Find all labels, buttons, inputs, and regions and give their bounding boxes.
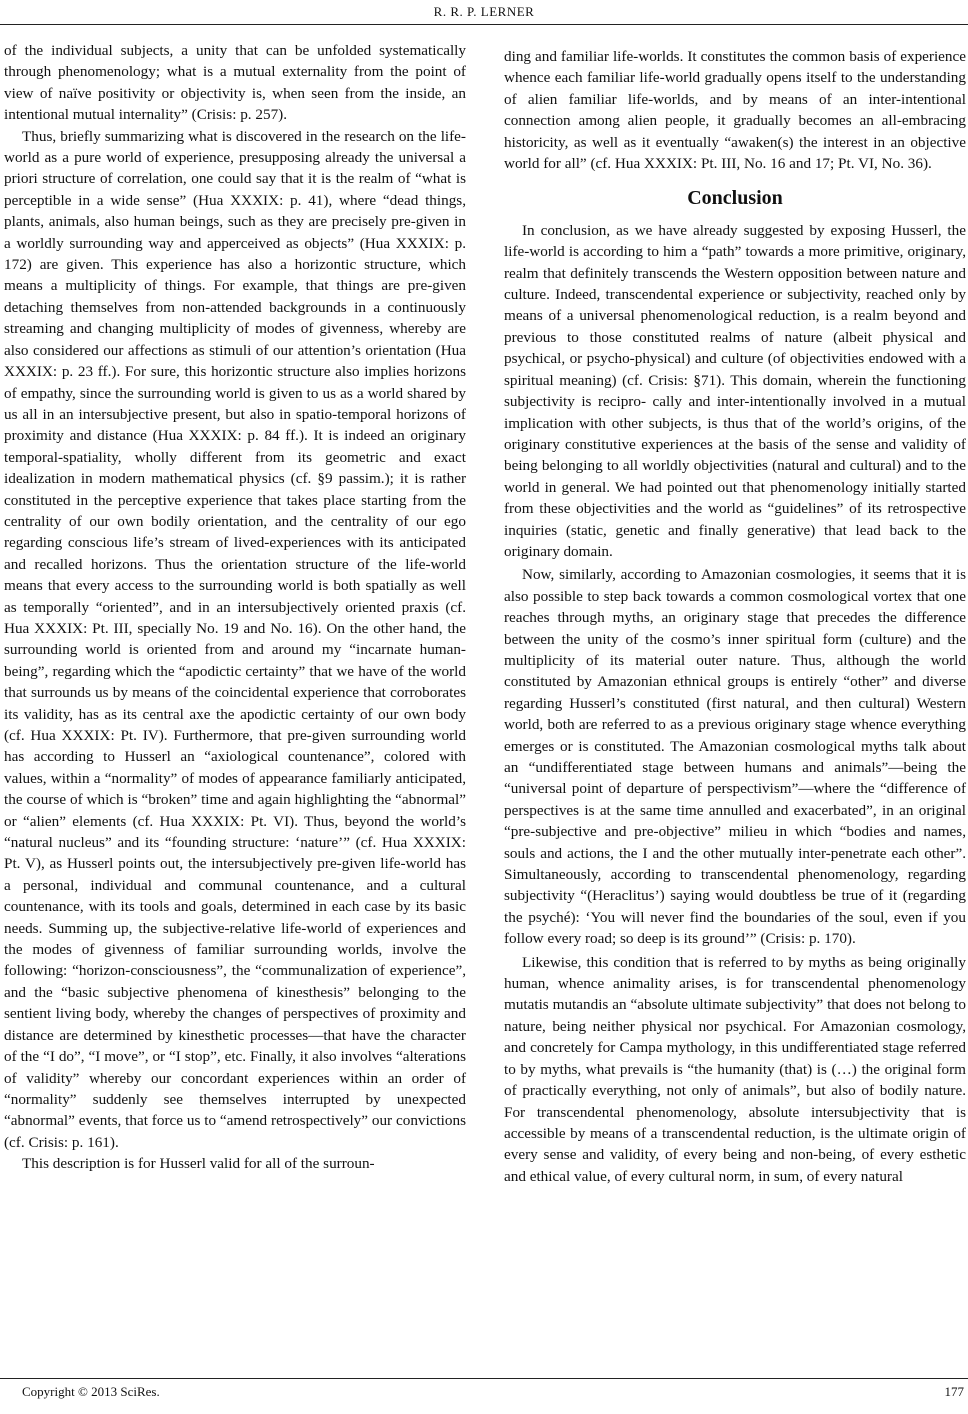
left-paragraph-2: Thus, briefly summarizing what is discovered in the research on the life-world as a pure world of experience, presupposing already the universal a priori structure of correlation, one could say that it is the realm of “what is perceptible in a wide sense” (Hua XXXIX: p. 41), where “dead things, plants, animals, also human beings, such as they are precisely pre-given in a worldly surrounding way and apperceived as objects” (Hua XXXIX: p. 172) are given. This experience has also a horizontic structure, which means a multiplicity of things. For example, that things are pre-given detaching themselves from non-attended backgrounds in a continuously streaming and changing multiplicity of modes of givenness, whereby are also considered our affections as stimuli of our attention’s orientation (Hua XXXIX: p. 23 ff.). For sure, this horizontic structure also implies horizons of empathy, since the surrounding world is given to us as a world shared by us all in an intersubjective present, but also in spatio-temporal horizons of proximity and distance (Hua XXXIX: p. 84 ff.). It is indeed an originary temporal-spatiality, wholly different from its geometric and exact idealization in modern mathematical physics (cf. §9 passim.); it is rather constituted in the perceptive experience that takes place starting from the centrality of our own bodily orientation, and the centrality of our ego regarding conscious life’s stream of lived-experiences with its anticipated and recalled horizons. Thus the orientation structure of the life-world means that every access to the surrounding world is both spatially as well as temporally “oriented”, and in an intersubjectively oriented praxis (cf. Hua XXXIX: Pt. III, specially No. 19 and No. 16). On the other hand, the surrounding world is oriented from and around my “incarnate human-being”, regarding which the “apodictic certainty” that we have of the world that surrounds us by means of the coincidental experience that corroborates its validity, has as its central axe the apodictic certainty of our own body (cf. Hua XXXIX: Pt. IV). Furthermore, that pre-given surrounding world has according to Husserl an “axiological countenance”, colored with values, within a “normality” of modes of appearance familiarly anticipated, the course of which is “broken” time and again highlighting the “abnormal” or “alien” elements (cf. Hua XXXIX: Pt. VI). Thus, beyond the world’s “natural nucleus” and its “founding structure: ‘nature’” (cf. Hua XXXIX: Pt. V), as Husserl points out, the intersubjectively pre-given life-world has a personal, individual and communal countenance, and a cultural countenance, with its tools and goals, determined in each case by its basic needs. Summing up, the subjective-relative life-world of experiences and the modes of givenness of familiar surrounding worlds, involve the following: “horizon-consciousness”, the “communalization of experience”, and the “basic subjective phenomena of kinesthesis” belonging to the sentient living body, whereby the changes of perspectives of proximity and distance are determined by kinesthetic processes—that have the character of the “I do”, “I move”, or “I stop”, etc. Finally, it also involves “alterations of validity” whereby our concordant experiences within an order of “normality” suddenly see themselves interrupted by unexpected “abnormal” events, that force us to “amend retrospectively” our convictions (cf. Crisis: p. 161).: [4, 127, 466, 1151]
section-heading-conclusion: Conclusion: [687, 187, 783, 210]
copyright-notice: Copyright © 2013 SciRes.: [22, 1384, 160, 1399]
left-paragraph-1: of the individual subjects, a unity that can be unfolded systematically through phenomenology; what is a mutual externality from the point of view of naïve positivity or objectivity is, when seen from the inside, an intentional mutual internality” (Crisis: p. 257).: [4, 42, 466, 124]
right-paragraph-4: Likewise, this condition that is referred to by myths as being originally human, whence animality arises, is for transcendental phenomenology mutatis mutandis an “absolute ultimate subjectivity” that does not belong to nature, being neither physical nor psychical. For Amazonian cosmology, and concretely for Campa mythology, in this undifferentiated stage referred to by myths, what prevails is “the humanity (that) is (…) the original form of practically everything, not only of animals”, but also of bodily nature. For transcendental phenomenology, absolute intersubjectivity that is accessible by means of a transcendental reduction, is the ultimate origin of every sense and validity, of every being and non-being, of every esthetic and ethical value, of every cultural norm, in sum, of every natural: [504, 953, 966, 1185]
right-paragraph-1: ding and familiar life-worlds. It constitutes the common basis of experience whence each familiar life-world gradually opens itself to the understanding of alien familiar life-worlds, and by means of an inter-intentional connection among alien people, it gradually becomes an all-embracing historicity, as well as it eventually “awaken(s) the interest in an objective world for all” (cf. Hua XXXIX: Pt. III, No. 16 and 17; Pt. VI, No. 36).: [504, 48, 966, 173]
right-column: [504, 46, 966, 1189]
left-paragraph-3: This description is for Husserl valid for all of the surroun-: [22, 1155, 375, 1173]
right-paragraph-2: In conclusion, as we have already suggested by exposing Husserl, the life-world is according to him a “path” towards a more primitive, originary, realm that definitely transcends the Western opposition between nature and culture. Indeed, transcendental experience or subjectivity, reached only by means of a universal phenomenological reduction, is a realm beyond and previous to those constituted realms of nature (albeit physical and psychical, or psycho-physical) and culture (of objectivities endowed with a spiritual meaning) (cf. Crisis: §71). This domain, wherein the functioning subjectivity is recipro- cally and inter-intentionally involved in a mutual implication with other subjects, is thus that of the world’s origins, of the originary constitutive experiences at the basis of the sense and validity of being belonging to all worldly objectivities (natural and cultural) and to the world in general. We had pointed out that phenomenology initially started from these objectivities and the world as “guidelines” of its retrospective inquiries (static, genetic and finally generative) that lead back to the originary domain.: [504, 221, 966, 560]
footer-rule: [0, 1378, 968, 1379]
page-number: 177: [944, 1384, 964, 1399]
left-column: [4, 40, 466, 1175]
right-paragraph-3: Now, similarly, according to Amazonian cosmologies, it seems that it is also possible to step back towards a common cosmological vortex that one reaches through myths, an originary stage that precedes the difference between the unity of the cosmo’s inner spiritual form (culture) and the multiplicity of its material outer nature. Thus, although the world constituted by Amazonian ethnical groups is entirely “other” and diverse regarding Husserl’s constituted (first natural, and then cultural) Western world, both are referred to as a previous originary stage whence everything emerges or is constituted. The Amazonian cosmological myths talk about an “undifferentiated stage between humans and animals”—being the “universal point of departure of perspectivism”—where the “difference of perspectives is at the same time annulled and exacerbated”, in an original “pre-subjective and pre-objective” milieu in which “bodies and names, souls and actions, the I and the other mutually inter-penetrate each other”. Simultaneously, according to transcendental phenomenology, regarding subjectivity “(Heraclitus’) saying would doubtless be true of it (regarding the psyché): ‘You will never find the boundaries of the soul, even if you follow every road; so deep is its ground’” (Crisis: p. 170).: [504, 566, 966, 948]
running-head: R. R. P. LERNER: [433, 4, 535, 19]
header-rule: [0, 24, 968, 25]
